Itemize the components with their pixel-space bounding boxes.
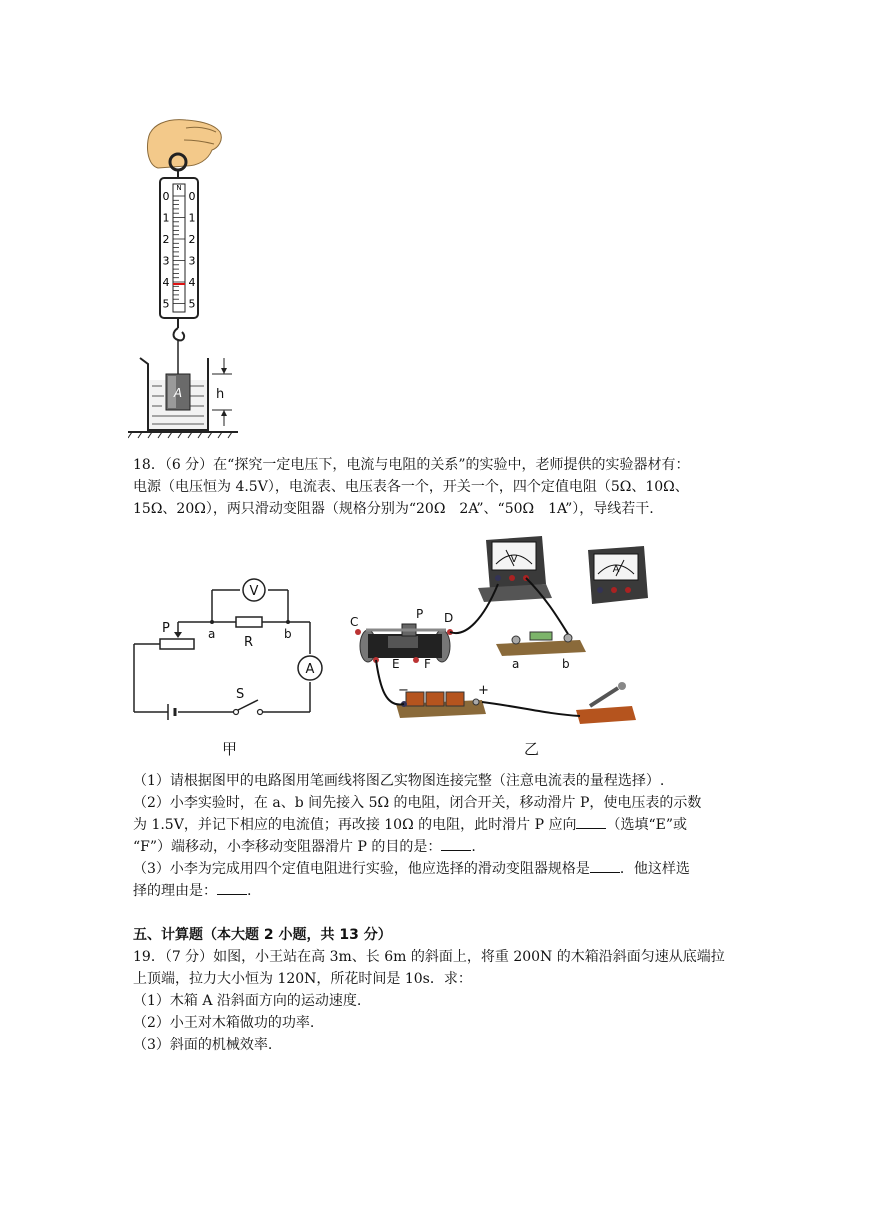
voltmeter-device xyxy=(478,536,552,602)
q18-part2-line1: （2）小李实验时，在 a、b 间先接入 5Ω 的电阻，闭合开关，移动滑片 P，使电压表的示数 xyxy=(133,795,702,811)
q18-part3-text: ．他这样选 xyxy=(619,861,690,877)
scale-tick-label: 3 xyxy=(188,254,196,268)
q18-part2-text: 为 1.5V，并记下相应的电流值；再改接 10Ω 的电阻，此时滑片 P 应向 xyxy=(133,817,577,833)
height-label: h xyxy=(216,387,225,402)
label-f: F xyxy=(424,657,431,671)
section5-title: 五、计算题（本大题 2 小题，共 13 分） xyxy=(133,927,392,943)
resistor-board xyxy=(496,632,586,656)
q18-part2-text: （选填“E”或 xyxy=(606,817,688,833)
caption-yi: 乙 xyxy=(524,740,540,758)
q18-part2-line3 xyxy=(133,836,476,858)
scale-tick-label: 0 xyxy=(162,190,170,203)
ammeter-device xyxy=(588,546,648,604)
scale-tick-label: 4 xyxy=(188,276,196,289)
q19-part1: （1）木箱 A 沿斜面方向的运动速度. xyxy=(133,993,362,1009)
caption-jia: 甲 xyxy=(222,740,238,758)
voltmeter-label: V xyxy=(249,584,259,599)
board-point-a: a xyxy=(512,657,520,671)
scale-tick-label: 1 xyxy=(188,211,196,225)
q18-part2-text: . xyxy=(471,839,476,855)
q18-part3-text: （3）小李为完成用四个定值电阻进行实验，他应选择的滑动变阻器规格是 xyxy=(133,861,590,877)
ammeter-label: A xyxy=(305,662,315,677)
battery-pack xyxy=(396,692,486,718)
answer-blank-purpose[interactable] xyxy=(441,836,471,851)
scale-tick-label: 5 xyxy=(188,297,196,311)
scale-tick-label: 5 xyxy=(162,297,170,311)
rheostat-device xyxy=(355,624,453,663)
battery-minus: − xyxy=(398,683,409,698)
q18-part3-line2 xyxy=(133,880,251,902)
circuit-diagram-jia xyxy=(128,570,328,730)
q19-part3: （3）斜面的机械效率. xyxy=(133,1037,273,1053)
q18-part3-text: 择的理由是： xyxy=(133,883,217,899)
scale-tick-label: 2 xyxy=(162,233,170,246)
ammeter-device-label: A xyxy=(612,564,620,575)
q19-part2: （2）小王对木箱做功的功率. xyxy=(133,1015,315,1031)
spring-scale-figure xyxy=(128,110,238,440)
scale-tick-label: 4 xyxy=(162,276,170,289)
slider-label: P xyxy=(162,621,170,636)
physical-circuit-yi xyxy=(346,528,666,728)
point-a-label: a xyxy=(208,627,216,641)
q18-part2-line2 xyxy=(133,814,687,836)
label-c: C xyxy=(350,615,359,629)
q18-part1: （1）请根据图甲的电路图用笔画线将图乙实物图连接完整（注意电流表的量程选择）. xyxy=(133,773,665,789)
scale-tick-label: 0 xyxy=(188,190,196,203)
q18-line3: 15Ω、20Ω），两只滑动变阻器（规格分别为“20Ω 2A”、“50Ω 1A”），导线若干. xyxy=(133,501,654,517)
scale-tick-label: 1 xyxy=(162,211,170,225)
voltmeter-device-label: V xyxy=(510,554,518,565)
q18-part2-text: “F”）端移动，小李移动变阻器滑片 P 的目的是： xyxy=(133,839,442,855)
switch-label: S xyxy=(236,687,245,702)
resistor-label: R xyxy=(244,635,254,650)
q18-line1: 18．（6 分）在“探究一定电压下，电流与电阻的关系”的实验中，老师提供的实验器材有： xyxy=(133,457,690,473)
point-b-label: b xyxy=(284,627,292,641)
q18-line2: 电源（电压恒为 4.5V），电流表、电压表各一个，开关一个，四个定值电阻（5Ω、10Ω、 xyxy=(133,479,689,495)
q19-line2: 上顶端，拉力大小恒为 120N，所花时间是 10s．求： xyxy=(133,971,472,987)
battery-plus: + xyxy=(478,683,489,698)
q18-part3-text: . xyxy=(247,883,252,899)
rheostat-symbol xyxy=(160,639,194,649)
board-point-b: b xyxy=(562,657,570,671)
answer-blank-reason[interactable] xyxy=(217,880,247,895)
scale-tick-label: 3 xyxy=(162,254,170,268)
label-d: D xyxy=(444,611,454,625)
label-e: E xyxy=(392,657,400,671)
q19-line1: 19．（7 分）如图，小王站在高 3m、长 6m 的斜面上，将重 200N 的木箱沿斜面匀速从底端拉 xyxy=(133,949,725,965)
scale-unit-label: N xyxy=(176,184,182,192)
block-a-label: A xyxy=(173,386,183,400)
label-p: P xyxy=(416,607,424,621)
scale-tick-label: 2 xyxy=(188,233,196,246)
answer-blank-direction[interactable] xyxy=(576,814,606,829)
q18-part3-line1 xyxy=(133,858,690,880)
answer-blank-rheostat[interactable] xyxy=(590,858,620,873)
switch-device xyxy=(576,682,636,724)
resistor-symbol xyxy=(236,617,262,627)
